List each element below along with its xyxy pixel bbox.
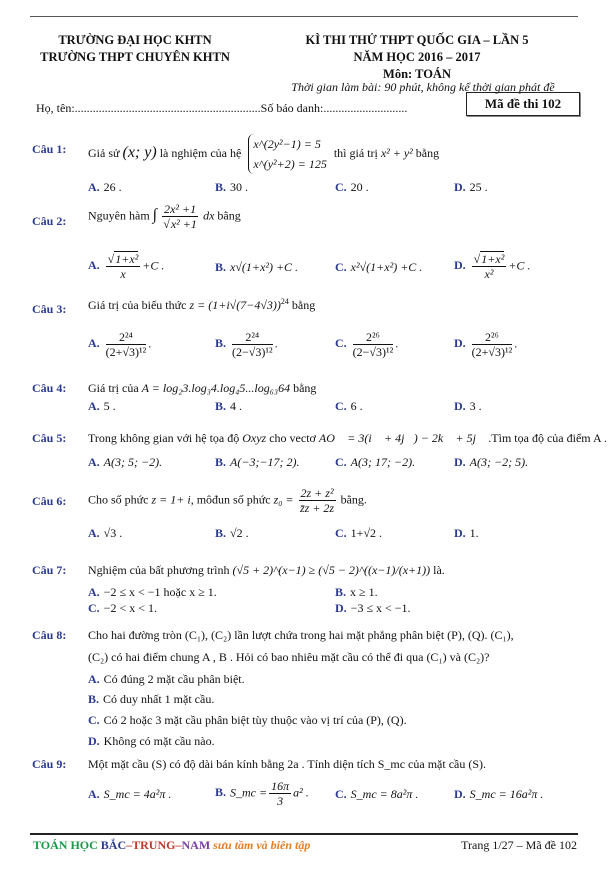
option-letter: B. (88, 692, 100, 706)
math-expr: z = 1+ i (151, 492, 191, 507)
text-segment: thì giá trị (333, 145, 378, 160)
radicand: x² +1 (170, 217, 197, 231)
exam-header (262, 32, 572, 83)
option-letter: C. (88, 713, 100, 727)
option-letter: C. (88, 601, 100, 615)
text-segment: Trong không gian với hệ tọa độ (88, 431, 240, 445)
option-text: √2 . (230, 526, 249, 540)
option-text: x²√(1+x²) +C . (350, 260, 423, 274)
footer-dash: – (126, 838, 133, 852)
text-segment: bằng (293, 381, 317, 395)
option-b[interactable] (215, 330, 278, 359)
text-segment: bằng (291, 298, 316, 312)
equation-1: x^(2y²−1) = 5 (253, 137, 321, 151)
exam-title: KÌ THI THỬ THPT QUỐC GIA – LẦN 5 (305, 33, 529, 47)
option-letter: A. (88, 258, 100, 273)
question-text: Một mặt cầu (S) có độ dài bán kính bằng 2a . Tính diện tích S_mc của mặt cầu (S). (88, 757, 487, 771)
option-text: A(−3;−17; 2). (230, 455, 300, 469)
math-expr: AO⃗ = 3(i⃗ + 4j⃗) − 2k⃗ + 5j⃗ (318, 431, 486, 445)
option-letter: D. (454, 787, 466, 801)
question-text (88, 563, 445, 578)
numerator: 2x² +1 (164, 202, 197, 216)
text-segment: bằng. (340, 492, 367, 507)
option-c[interactable] (88, 601, 157, 616)
option-text: Không có mặt cầu nào. (103, 734, 215, 748)
question-text-line-1: Cho hai đường tròn (C₁), (C₂) lần lượt chứa trong hai mặt phẳng phân biệt (P), (Q). (C₁), (88, 628, 514, 642)
option-d[interactable] (335, 601, 411, 616)
top-rule (30, 16, 578, 17)
option-letter: D. (454, 526, 466, 540)
denominator: (2−√3)¹² (232, 345, 273, 359)
option-a[interactable] (88, 672, 245, 687)
option-letter: D. (454, 455, 466, 469)
option-c[interactable] (335, 787, 418, 802)
option-text: x ≥ 1. (350, 585, 378, 599)
option-fraction (106, 330, 147, 359)
option-text: A(3; 5; −2). (103, 455, 163, 469)
footer-bac: BẮC (100, 838, 127, 852)
question-7 (32, 563, 592, 618)
option-text: 4 . (230, 399, 243, 413)
question-label: Câu 8: (32, 628, 67, 642)
equation-2: x^(y²+2) = 125 (253, 157, 327, 171)
text-segment: bằng (217, 208, 241, 223)
text-segment: Giả sử (88, 145, 120, 160)
denominator: x² (484, 267, 494, 281)
option-text: 30 . (230, 180, 249, 194)
option-text: 20 . (350, 180, 369, 194)
option-letter: B. (215, 336, 227, 351)
numerator: 2z + z² (300, 486, 334, 500)
text-segment: .Tìm tọa độ của điểm A . (488, 431, 607, 445)
option-d[interactable] (454, 252, 530, 281)
option-c[interactable] (335, 330, 398, 359)
option-text: −3 ≤ x < −1. (350, 601, 411, 615)
option-tail: . (514, 336, 518, 351)
text-segment: Giá trị của biểu thức (88, 298, 187, 312)
school-name: TRƯỜNG THPT CHUYÊN KHTN (40, 50, 230, 64)
question-text (88, 381, 316, 396)
university-name: TRƯỜNG ĐẠI HỌC KHTN (58, 33, 212, 47)
option-letter: C. (335, 180, 347, 194)
modulus-fraction (299, 486, 336, 515)
denominator: (2+√3)¹² (471, 345, 513, 359)
question-text (88, 202, 241, 231)
option-text: 5 . (103, 399, 116, 413)
numerator: 2²⁴ (232, 330, 273, 345)
option-letter: B. (215, 785, 227, 800)
option-tail: +C . (142, 258, 165, 273)
option-letter: C. (335, 526, 347, 540)
option-b[interactable] (88, 692, 214, 707)
option-tail: . (395, 336, 399, 351)
option-d[interactable] (454, 526, 479, 541)
candidate-id-field[interactable]: Số báo danh:............................ (260, 101, 408, 115)
option-text: −2 ≤ x < −1 hoặc x ≥ 1. (103, 585, 217, 599)
option-letter: D. (454, 258, 466, 273)
text-segment: Nguyên hàm (88, 208, 150, 223)
radicand: 1+x² (115, 252, 139, 266)
question-4 (32, 381, 592, 421)
option-letter: B. (215, 526, 227, 540)
question-text (88, 431, 607, 446)
footer-suu-tam: sưu tầm và biên tập (213, 838, 311, 852)
footer-trung: TRUNG (132, 838, 176, 852)
option-b[interactable] (215, 399, 242, 414)
question-text-line-2: (C₂) có hai điểm chung A , B . Hỏi có bao nhiêu mặt cầu có thể đi qua (C₁) và (C₂)? (88, 650, 490, 664)
option-d[interactable] (454, 399, 482, 414)
text-segment: là nghiệm của hệ (159, 145, 242, 160)
school-header (30, 32, 240, 66)
option-tail: a² . (293, 785, 309, 800)
option-text: 6 . (350, 399, 363, 413)
numerator: 2²⁴ (106, 330, 147, 345)
page-info: Trang 1/27 – Mã đề 102 (461, 838, 577, 852)
numerator: √1+x² (107, 252, 139, 266)
option-a[interactable] (88, 585, 217, 600)
option-letter: D. (335, 601, 347, 615)
option-b[interactable] (215, 180, 248, 195)
option-a[interactable] (88, 526, 122, 541)
question-label: Câu 3: (32, 302, 67, 316)
exam-code-box: Mã đề thi 102 (466, 92, 580, 116)
numerator: 16π (271, 779, 290, 793)
option-letter: B. (215, 399, 227, 413)
option-letter: A. (88, 180, 100, 194)
option-letter: A. (88, 526, 100, 540)
option-letter: C. (335, 399, 347, 413)
option-text: x√(1+x²) +C . (230, 260, 299, 274)
option-d[interactable] (454, 180, 488, 195)
option-letter: D. (454, 399, 466, 413)
option-letter: C. (335, 336, 347, 351)
name-id-line (36, 101, 407, 116)
option-a[interactable] (88, 330, 151, 359)
option-c[interactable] (335, 455, 415, 470)
option-letter: C. (335, 260, 347, 274)
equation-system (248, 134, 327, 174)
numerator: √1+x² (473, 252, 505, 266)
option-b[interactable] (215, 526, 249, 541)
math-expr: x² + y² (380, 145, 413, 160)
question-8 (32, 628, 592, 748)
math-expr: (√5 + 2)^(x−1) ≥ (√5 − 2)^((x−1)/(x+1)) (232, 563, 431, 577)
option-text: 1+√2 . (350, 526, 383, 540)
option-a[interactable] (88, 399, 116, 414)
question-1 (32, 128, 592, 200)
denominator: √x² +1 (163, 217, 197, 231)
differential: dx (203, 208, 215, 223)
option-tail: +C . (508, 258, 531, 273)
denominator: (2−√3)¹² (352, 345, 394, 359)
option-letter: A. (88, 672, 100, 686)
exponent: 24 (280, 297, 289, 306)
option-tail: . (148, 336, 152, 351)
option-b[interactable] (215, 260, 298, 275)
option-text: Có 2 hoặc 3 mặt cầu phân biệt tùy thuộc vào vị trí của (P), (Q). (103, 713, 407, 727)
option-prefix: S_mc = (230, 785, 268, 800)
option-text: 26 . (103, 180, 122, 194)
option-text: 3 . (469, 399, 482, 413)
option-text: √3 . (103, 526, 123, 540)
text-segment: Giá trị của (88, 381, 139, 395)
question-text (88, 486, 367, 515)
option-c[interactable] (335, 399, 363, 414)
option-fraction (269, 779, 291, 808)
option-b[interactable] (215, 455, 300, 470)
denominator: 3 (277, 794, 284, 808)
question-9 (32, 757, 592, 817)
question-label: Câu 7: (32, 563, 67, 577)
option-fraction (106, 252, 141, 281)
time-note: Thời gian làm bài: 90 phút, không kể thời gian phát đề (291, 80, 555, 94)
radicand: 1+x² (481, 252, 505, 266)
option-letter: A. (88, 399, 100, 413)
question-text (88, 134, 439, 174)
question-label: Câu 2: (32, 214, 67, 228)
option-fraction (353, 330, 394, 359)
question-2 (32, 200, 592, 290)
math-expr: z = (1+i√(7−4√3)) (189, 298, 281, 312)
option-letter: B. (335, 585, 347, 599)
option-text: Có đúng 2 mặt cầu phân biệt. (103, 672, 245, 686)
text-segment: Nghiệm của bất phương trình (88, 563, 230, 577)
integral-sign: ∫ (152, 206, 158, 224)
name-field[interactable]: Họ, tên:.............................................................. (36, 101, 261, 115)
math-expr: z₀ = (273, 492, 294, 507)
question-5 (32, 431, 607, 471)
integrand-fraction (162, 202, 198, 231)
option-c[interactable] (88, 713, 407, 728)
footer-toan-hoc: TOÁN HỌC (33, 838, 98, 852)
option-a[interactable] (88, 455, 162, 470)
subject: Môn: TOÁN (383, 67, 451, 81)
option-letter: B. (215, 455, 227, 469)
denominator: (2+√3)¹² (105, 345, 147, 359)
option-text: S_mc = 4a²π . (103, 787, 172, 801)
option-a[interactable] (88, 787, 171, 802)
option-letter: D. (454, 180, 466, 194)
school-year: NĂM HỌC 2016 – 2017 (353, 50, 481, 64)
option-d[interactable] (454, 455, 528, 470)
text-segment: Cho số phức (88, 492, 149, 507)
denominator: x (120, 267, 126, 281)
option-text: S_mc = 8a²π . (350, 787, 419, 801)
option-letter: B. (215, 260, 227, 274)
footer-dash: – (175, 838, 182, 852)
option-a[interactable] (88, 180, 122, 195)
text-segment: , môđun số phức (190, 492, 271, 507)
option-letter: D. (88, 734, 100, 748)
numerator: 2²⁶ (472, 330, 513, 345)
option-a[interactable] (88, 252, 164, 281)
option-fraction (472, 252, 507, 281)
option-b[interactable] (335, 585, 378, 600)
text-segment: bằng (415, 145, 440, 160)
option-fraction (472, 330, 513, 359)
text-segment: cho vectơ (269, 431, 316, 445)
math-expr: Oxyz (242, 431, 267, 445)
denominator: z̄z + 2z (299, 501, 335, 515)
option-d[interactable] (88, 734, 215, 749)
option-letter: B. (215, 180, 227, 194)
option-text: 1. (469, 526, 479, 540)
numerator: 2²⁶ (353, 330, 394, 345)
option-d[interactable] (454, 787, 543, 802)
option-letter: A. (88, 787, 100, 801)
question-label: Câu 5: (32, 431, 67, 445)
question-label: Câu 9: (32, 757, 67, 771)
option-letter: C. (335, 455, 347, 469)
footer-nam: NAM (181, 838, 211, 852)
option-text: 25 . (469, 180, 488, 194)
question-label: Câu 6: (32, 494, 67, 508)
option-text: S_mc = 16a²π . (469, 787, 544, 801)
text-segment: là. (433, 563, 445, 577)
option-text: A(3; −2; 5). (469, 455, 529, 469)
option-letter: C. (335, 787, 347, 801)
option-d[interactable] (454, 330, 517, 359)
question-label: Câu 4: (32, 381, 67, 395)
question-label: Câu 1: (32, 142, 67, 156)
option-b[interactable] (215, 779, 309, 808)
option-letter: A. (88, 336, 100, 351)
footer-credit (33, 838, 310, 853)
option-fraction (232, 330, 273, 359)
option-tail: . (274, 336, 278, 351)
question-text (88, 298, 315, 313)
option-text: Có duy nhất 1 mặt cầu. (103, 692, 215, 706)
math-expr: A = log₂3.log₃4.log₄5...log₆₃64 (141, 381, 291, 395)
option-c[interactable] (335, 526, 382, 541)
question-6 (32, 486, 592, 546)
math-expr: (x; y) (122, 143, 157, 161)
footer-rule (30, 833, 578, 835)
option-text: A(3; 17; −2). (350, 455, 416, 469)
option-letter: A. (88, 585, 100, 599)
option-letter: A. (88, 455, 100, 469)
option-text: −2 < x < 1. (103, 601, 157, 615)
option-c[interactable] (335, 180, 369, 195)
question-3 (32, 292, 592, 372)
option-letter: D. (454, 336, 466, 351)
option-c[interactable] (335, 260, 422, 275)
